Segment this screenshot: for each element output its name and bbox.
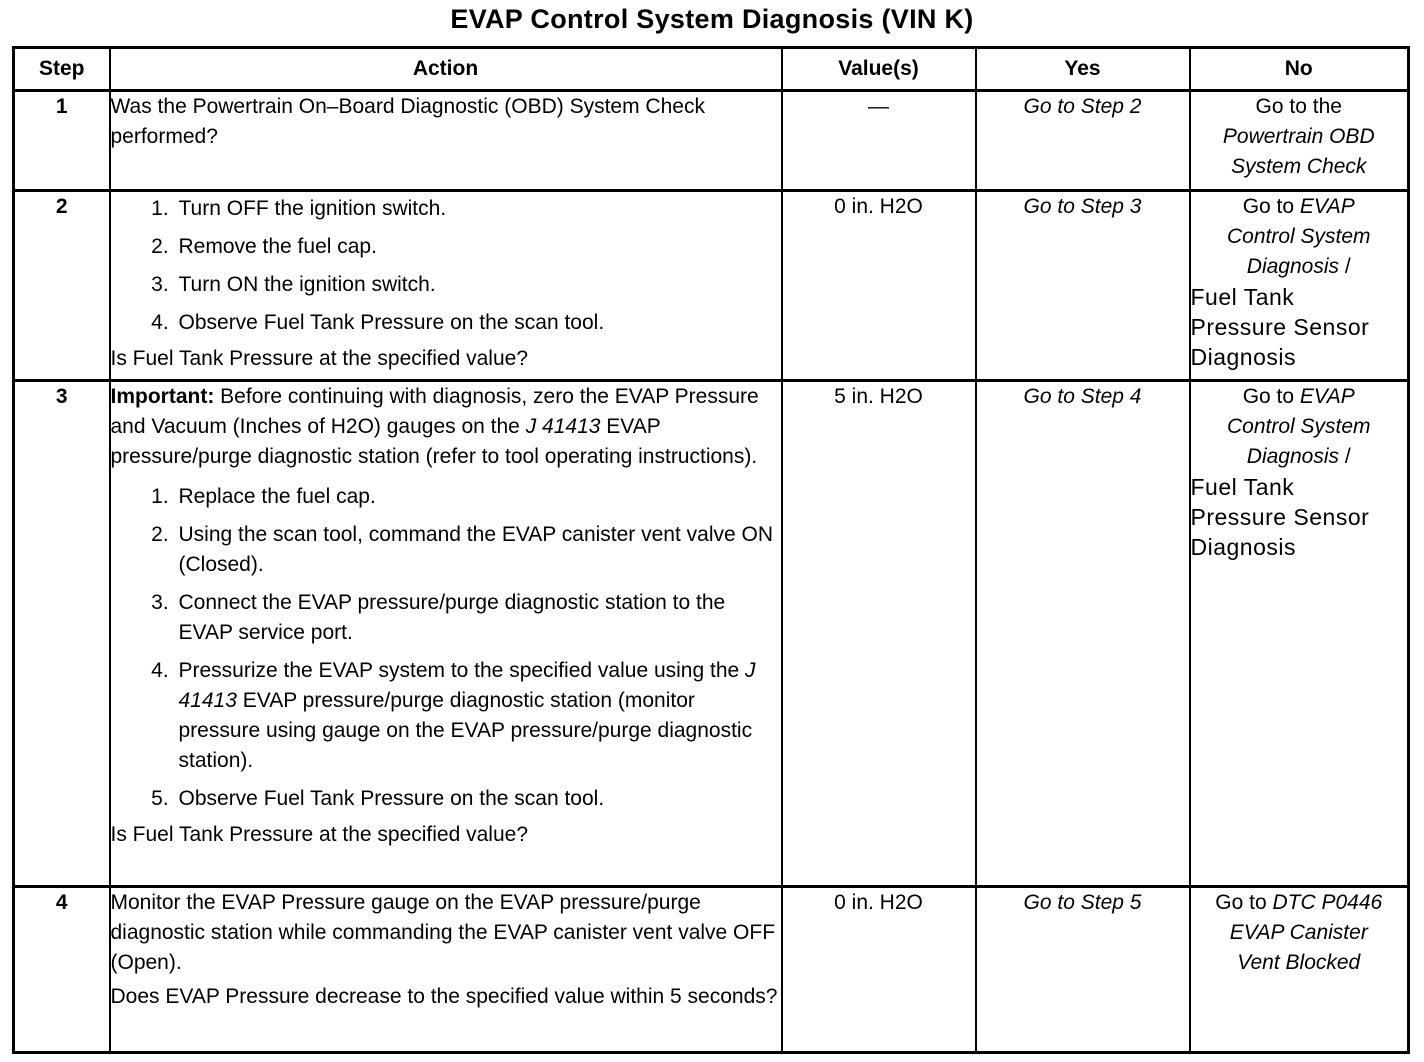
list-item: 4. Pressurize the EVAP system to the specified value using the J 41413 EVAP pressure/purge diagnostic station (monitor pressure using gauge on the EVAP pressure/purge diagnostic station). <box>175 656 781 776</box>
value-cell: 0 in. H2O <box>782 191 976 381</box>
value-cell: — <box>782 91 976 191</box>
no-goto-text: Go to the <box>1255 95 1342 118</box>
header-step: Step <box>14 48 110 91</box>
list-item: 4. Observe Fuel Tank Pressure on the scan tool. <box>175 308 781 338</box>
instruction-text: Monitor the EVAP Pressure gauge on the EVAP pressure/purge diagnostic station while commanding the EVAP canister vent valve OFF (Open). <box>110 891 776 974</box>
no-link[interactable]: Go to EVAP Control System Diagnosis / <box>1226 195 1371 278</box>
action-cell <box>110 381 782 887</box>
page-title: EVAP Control System Diagnosis (VIN K) <box>450 4 974 34</box>
procedure-list <box>111 482 781 814</box>
no-cell <box>1190 191 1409 381</box>
value-cell: 5 in. H2O <box>782 381 976 887</box>
list-item: 1. Turn OFF the ignition switch. <box>175 194 781 224</box>
header-yes: Yes <box>976 48 1190 91</box>
question-text: Is Fuel Tank Pressure at the specified value? <box>110 347 529 370</box>
yes-link[interactable]: Go to Step 5 <box>976 887 1190 1053</box>
value-cell: 0 in. H2O <box>782 887 976 1053</box>
list-item: 3. Connect the EVAP pressure/purge diagnostic station to the EVAP service port. <box>175 588 781 648</box>
table-row <box>14 191 1409 381</box>
header-no: No <box>1190 48 1409 91</box>
no-cell <box>1190 381 1409 887</box>
question-text: Was the Powertrain On–Board Diagnostic (OBD) System Check performed? <box>110 95 705 148</box>
list-item: 2. Using the scan tool, command the EVAP canister vent valve ON (Closed). <box>175 520 781 580</box>
question-text: Is Fuel Tank Pressure at the specified value? <box>110 823 529 846</box>
no-link[interactable]: Go to EVAP Control System Diagnosis / <box>1226 385 1371 468</box>
step-number: 4 <box>14 887 110 1053</box>
yes-link[interactable]: Go to Step 2 <box>976 91 1190 191</box>
list-item: 3. Turn ON the ignition switch. <box>175 270 781 300</box>
step-number: 3 <box>14 381 110 887</box>
tool-number: J 41413 <box>178 659 756 712</box>
no-link-secondary[interactable]: Fuel Tank Pressure Sensor Diagnosis <box>1190 474 1370 560</box>
list-item: 2. Remove the fuel cap. <box>175 232 781 262</box>
no-link-secondary[interactable]: Fuel Tank Pressure Sensor Diagnosis <box>1190 284 1370 370</box>
no-cell <box>1190 91 1409 191</box>
header-row <box>14 48 1409 91</box>
header-values: Value(s) <box>782 48 976 91</box>
yes-link[interactable]: Go to Step 4 <box>976 381 1190 887</box>
action-cell <box>110 91 782 191</box>
procedure-list <box>111 194 781 338</box>
table-row <box>14 381 1409 887</box>
list-item: 1. Replace the fuel cap. <box>175 482 781 512</box>
question-text: Does EVAP Pressure decrease to the specified value within 5 seconds? <box>110 985 778 1008</box>
yes-link[interactable]: Go to Step 3 <box>976 191 1190 381</box>
important-note: Important: Before continuing with diagnosis, zero the EVAP Pressure and Vacuum (Inches of H2O) gauges on the J 41413 EVAP pressure/purge diagnostic station (refer to tool operating instructions). <box>110 385 759 468</box>
table-row <box>14 91 1409 191</box>
diagnosis-table <box>12 46 1410 1054</box>
action-cell <box>110 887 782 1053</box>
tool-number: J 41413 <box>525 415 601 438</box>
no-cell <box>1190 887 1409 1053</box>
header-action: Action <box>110 48 782 91</box>
table-row <box>14 887 1409 1053</box>
step-number: 1 <box>14 91 110 191</box>
action-cell <box>110 191 782 381</box>
no-link[interactable]: Powertrain OBD System Check <box>1222 125 1375 178</box>
no-link[interactable]: Go to DTC P0446 EVAP Canister Vent Blocked <box>1215 891 1383 974</box>
list-item: 5. Observe Fuel Tank Pressure on the scan tool. <box>175 784 781 814</box>
step-number: 2 <box>14 191 110 381</box>
